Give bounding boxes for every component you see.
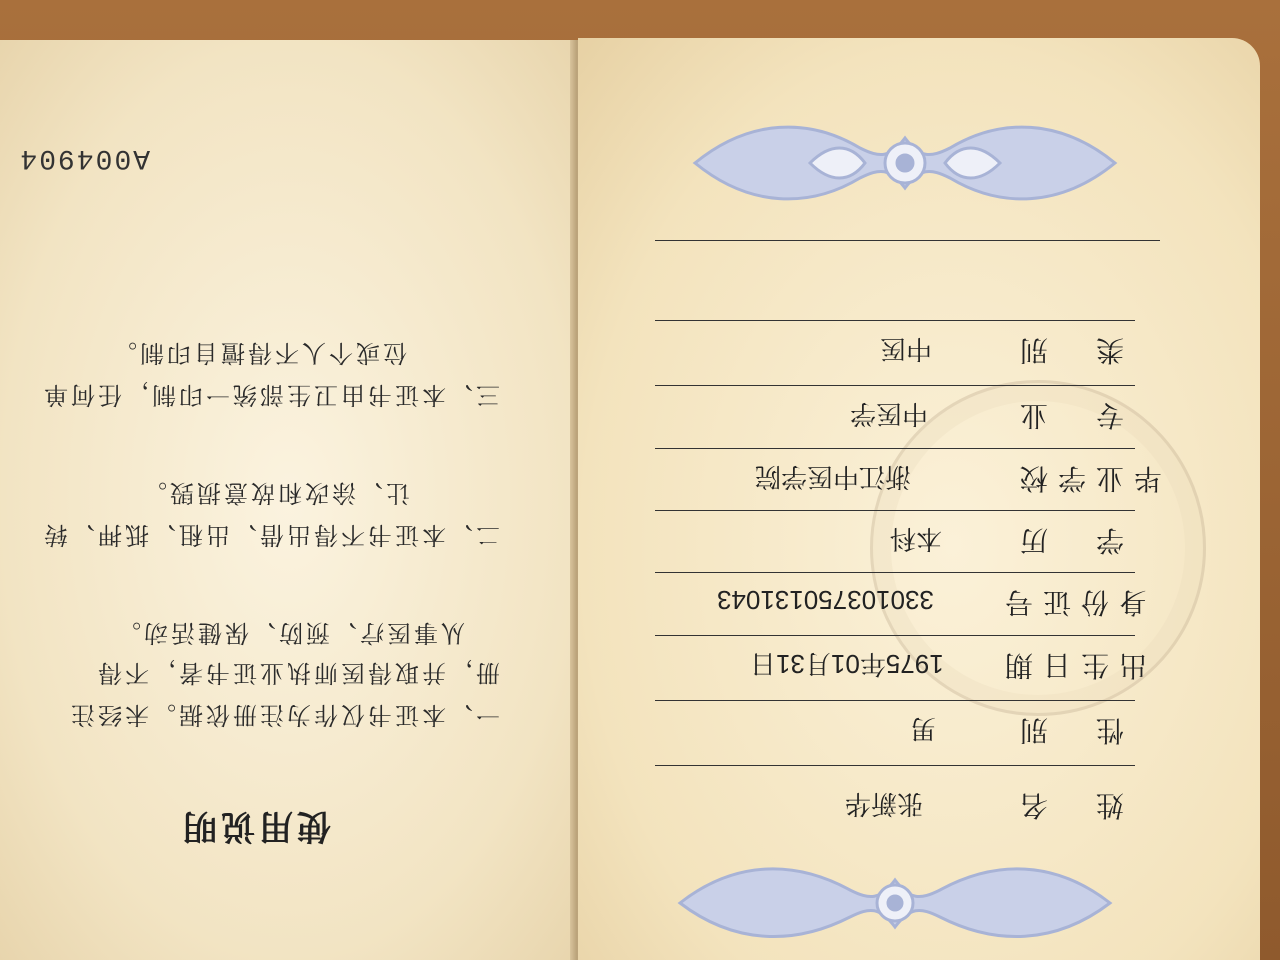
- field-value-birth-date: 1975年01月31日: [750, 649, 944, 679]
- field-label-birth-date: 出生日期: [995, 649, 1148, 682]
- field-label-school: 毕业学校: [1010, 462, 1163, 495]
- instruction-line-1: 一、本证书仅作为注册依据。未经注: [68, 701, 500, 729]
- field-value-category: 中医: [880, 334, 933, 364]
- form-row-birth-date: [655, 635, 1148, 695]
- instruction-line-5: 让、涂改和故意损毁。: [140, 479, 410, 507]
- instruction-line-4: 二、本证书不得出借、出租、抵押、转: [41, 521, 500, 549]
- lotus-ornament-icon: [675, 855, 1115, 950]
- field-label-gender: 性 别: [1010, 714, 1125, 747]
- lotus-ornament-icon: [690, 108, 1120, 218]
- field-value-school: 浙江中医学院: [755, 462, 912, 492]
- field-value-name: 张新华: [845, 789, 924, 819]
- serial-number: A004904: [18, 142, 150, 173]
- instruction-line-7: 位或个人不得擅自印制。: [110, 339, 407, 367]
- field-value-major: 中医学: [850, 399, 929, 429]
- form-row-name: [655, 765, 1135, 825]
- form-row-education: [655, 510, 1135, 570]
- field-label-name: 姓 名: [1010, 789, 1125, 822]
- form-row-school: [655, 448, 1163, 508]
- field-label-education: 学 历: [1010, 524, 1125, 557]
- form-row-major: [655, 385, 1135, 445]
- field-label-category: 类 别: [1010, 334, 1125, 367]
- instruction-line-2: 册，并取得医师执业证书者，不得: [95, 659, 500, 687]
- instructions-heading: 使用说明: [179, 806, 331, 846]
- form-row-blank: [655, 240, 1135, 300]
- instruction-line-6: 三、本证书由卫生部统一印制，任何单: [41, 381, 500, 409]
- field-value-education: 本科: [890, 524, 943, 554]
- field-label-id-number: 身份证号: [995, 586, 1148, 619]
- field-value-id-number: 330103750131043: [717, 585, 934, 615]
- instruction-line-3: 从事医疗、预防、保健活动。: [114, 619, 465, 647]
- field-label-major: 专 业: [1010, 399, 1125, 432]
- field-value-gender: 男: [910, 714, 937, 744]
- form-row-category: [655, 320, 1135, 380]
- form-row-gender: [655, 700, 1135, 760]
- form-row-id-number: [655, 572, 1148, 632]
